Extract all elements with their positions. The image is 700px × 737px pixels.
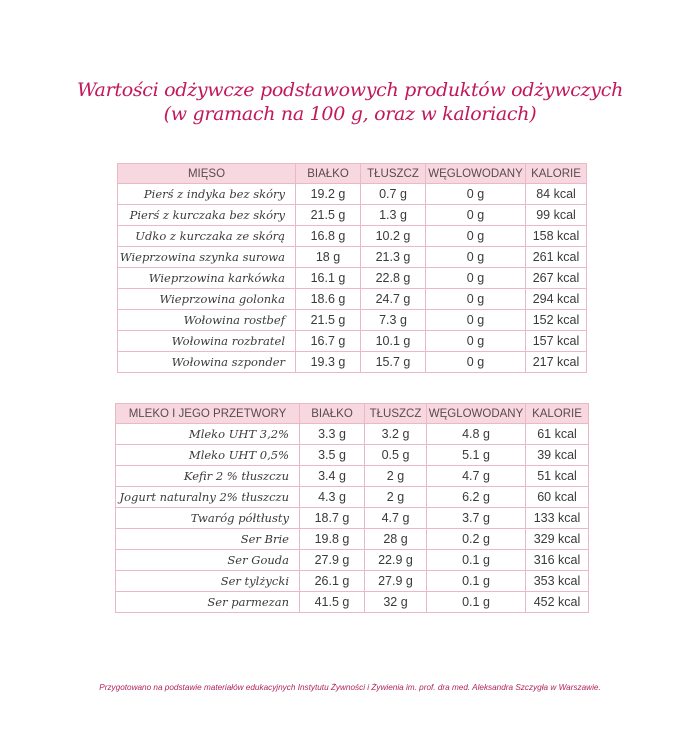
cell-fat: 22.9 g bbox=[365, 550, 427, 571]
table-row bbox=[116, 445, 589, 466]
cell-carbohydrates: 6.2 g bbox=[427, 487, 526, 508]
cell-product-name: Wieprzowina karkówka bbox=[118, 268, 296, 289]
cell-calories: 99 kcal bbox=[526, 205, 587, 226]
cell-product-name: Jogurt naturalny 2% tłuszczu bbox=[116, 487, 300, 508]
cell-fat: 2 g bbox=[365, 487, 427, 508]
cell-product-name: Wołowina rozbratel bbox=[118, 331, 296, 352]
cell-carbohydrates: 0 g bbox=[426, 247, 526, 268]
column-header-protein: BIAŁKO bbox=[296, 164, 361, 184]
table-row bbox=[116, 592, 589, 613]
cell-calories: 353 kcal bbox=[526, 571, 589, 592]
cell-product-name: Kefir 2 % tłuszczu bbox=[116, 466, 300, 487]
cell-product-name: Mleko UHT 0,5% bbox=[116, 445, 300, 466]
cell-protein: 16.7 g bbox=[296, 331, 361, 352]
cell-calories: 39 kcal bbox=[526, 445, 589, 466]
cell-carbohydrates: 0.2 g bbox=[427, 529, 526, 550]
cell-product-name: Ser tylżycki bbox=[116, 571, 300, 592]
cell-calories: 452 kcal bbox=[526, 592, 589, 613]
table-row bbox=[116, 529, 589, 550]
cell-protein: 19.2 g bbox=[296, 184, 361, 205]
cell-product-name: Wołowina rostbef bbox=[118, 310, 296, 331]
cell-calories: 157 kcal bbox=[526, 331, 587, 352]
cell-calories: 84 kcal bbox=[526, 184, 587, 205]
table-row bbox=[118, 247, 587, 268]
cell-protein: 18.7 g bbox=[300, 508, 365, 529]
cell-fat: 15.7 g bbox=[361, 352, 426, 373]
cell-calories: 316 kcal bbox=[526, 550, 589, 571]
cell-calories: 152 kcal bbox=[526, 310, 587, 331]
table-row bbox=[118, 205, 587, 226]
cell-carbohydrates: 0 g bbox=[426, 310, 526, 331]
cell-fat: 3.2 g bbox=[365, 424, 427, 445]
cell-fat: 7.3 g bbox=[361, 310, 426, 331]
table-row bbox=[118, 331, 587, 352]
cell-protein: 21.5 g bbox=[296, 310, 361, 331]
cell-protein: 26.1 g bbox=[300, 571, 365, 592]
cell-carbohydrates: 0 g bbox=[426, 331, 526, 352]
table-row bbox=[118, 310, 587, 331]
cell-fat: 24.7 g bbox=[361, 289, 426, 310]
cell-fat: 21.3 g bbox=[361, 247, 426, 268]
cell-fat: 32 g bbox=[365, 592, 427, 613]
cell-calories: 294 kcal bbox=[526, 289, 587, 310]
table-header-row bbox=[116, 404, 589, 424]
cell-calories: 329 kcal bbox=[526, 529, 589, 550]
cell-carbohydrates: 4.8 g bbox=[427, 424, 526, 445]
cell-product-name: Wieprzowina golonka bbox=[118, 289, 296, 310]
column-header-calories: KALORIE bbox=[526, 164, 587, 184]
cell-protein: 16.1 g bbox=[296, 268, 361, 289]
cell-carbohydrates: 0 g bbox=[426, 184, 526, 205]
column-header-fat: TŁUSZCZ bbox=[365, 404, 427, 424]
cell-product-name: Wołowina szponder bbox=[118, 352, 296, 373]
table-row bbox=[118, 184, 587, 205]
table-row bbox=[116, 487, 589, 508]
table-row bbox=[118, 289, 587, 310]
cell-calories: 60 kcal bbox=[526, 487, 589, 508]
cell-calories: 217 kcal bbox=[526, 352, 587, 373]
cell-fat: 1.3 g bbox=[361, 205, 426, 226]
column-header-protein: BIAŁKO bbox=[300, 404, 365, 424]
column-header-carbohydrates: WĘGLOWODANY bbox=[426, 164, 526, 184]
cell-carbohydrates: 5.1 g bbox=[427, 445, 526, 466]
cell-fat: 22.8 g bbox=[361, 268, 426, 289]
column-header-carbohydrates: WĘGLOWODANY bbox=[427, 404, 526, 424]
cell-product-name: Ser parmezan bbox=[116, 592, 300, 613]
cell-carbohydrates: 4.7 g bbox=[427, 466, 526, 487]
cell-carbohydrates: 0 g bbox=[426, 352, 526, 373]
column-header-fat: TŁUSZCZ bbox=[361, 164, 426, 184]
cell-calories: 61 kcal bbox=[526, 424, 589, 445]
cell-calories: 51 kcal bbox=[526, 466, 589, 487]
cell-fat: 0.7 g bbox=[361, 184, 426, 205]
cell-calories: 267 kcal bbox=[526, 268, 587, 289]
dairy-nutrition-table bbox=[115, 403, 589, 613]
cell-protein: 41.5 g bbox=[300, 592, 365, 613]
title-line-2: (w gramach na 100 g, oraz w kaloriach) bbox=[163, 103, 537, 125]
cell-protein: 21.5 g bbox=[296, 205, 361, 226]
cell-fat: 2 g bbox=[365, 466, 427, 487]
table-row bbox=[116, 571, 589, 592]
cell-carbohydrates: 0 g bbox=[426, 268, 526, 289]
cell-product-name: Ser Brie bbox=[116, 529, 300, 550]
table-row bbox=[116, 550, 589, 571]
cell-fat: 4.7 g bbox=[365, 508, 427, 529]
cell-carbohydrates: 0.1 g bbox=[427, 550, 526, 571]
cell-protein: 3.4 g bbox=[300, 466, 365, 487]
table-row bbox=[118, 226, 587, 247]
source-footnote: Przygotowano na podstawie materiałów edukacyjnych Instytutu Żywności i Żywienia im. prof. dra med. Aleksandra Szczygła w Warszawie. bbox=[99, 683, 601, 692]
cell-calories: 133 kcal bbox=[526, 508, 589, 529]
cell-product-name: Mleko UHT 3,2% bbox=[116, 424, 300, 445]
cell-carbohydrates: 0 g bbox=[426, 289, 526, 310]
column-header-product-name: MLEKO I JEGO PRZETWORY bbox=[116, 404, 300, 424]
cell-product-name: Pierś z indyka bez skóry bbox=[118, 184, 296, 205]
cell-product-name: Udko z kurczaka ze skórą bbox=[118, 226, 296, 247]
cell-carbohydrates: 0 g bbox=[426, 226, 526, 247]
cell-product-name: Ser Gouda bbox=[116, 550, 300, 571]
cell-protein: 3.3 g bbox=[300, 424, 365, 445]
meat-nutrition-table bbox=[117, 163, 587, 373]
cell-product-name: Pierś z kurczaka bez skóry bbox=[118, 205, 296, 226]
cell-protein: 18.6 g bbox=[296, 289, 361, 310]
table-row bbox=[118, 352, 587, 373]
cell-protein: 18 g bbox=[296, 247, 361, 268]
cell-protein: 4.3 g bbox=[300, 487, 365, 508]
cell-protein: 27.9 g bbox=[300, 550, 365, 571]
cell-carbohydrates: 0.1 g bbox=[427, 592, 526, 613]
table-row bbox=[118, 268, 587, 289]
cell-carbohydrates: 0 g bbox=[426, 205, 526, 226]
table-header-row bbox=[118, 164, 587, 184]
cell-fat: 27.9 g bbox=[365, 571, 427, 592]
column-header-calories: KALORIE bbox=[526, 404, 589, 424]
page-title bbox=[0, 78, 700, 126]
cell-carbohydrates: 3.7 g bbox=[427, 508, 526, 529]
column-header-product-name: MIĘSO bbox=[118, 164, 296, 184]
cell-protein: 19.3 g bbox=[296, 352, 361, 373]
cell-fat: 0.5 g bbox=[365, 445, 427, 466]
cell-protein: 16.8 g bbox=[296, 226, 361, 247]
cell-protein: 19.8 g bbox=[300, 529, 365, 550]
cell-calories: 158 kcal bbox=[526, 226, 587, 247]
cell-product-name: Wieprzowina szynka surowa bbox=[118, 247, 296, 268]
table-row bbox=[116, 508, 589, 529]
table-row bbox=[116, 466, 589, 487]
cell-fat: 28 g bbox=[365, 529, 427, 550]
cell-carbohydrates: 0.1 g bbox=[427, 571, 526, 592]
cell-product-name: Twaróg półtłusty bbox=[116, 508, 300, 529]
cell-fat: 10.1 g bbox=[361, 331, 426, 352]
cell-protein: 3.5 g bbox=[300, 445, 365, 466]
title-line-1: Wartości odżywcze podstawowych produktów odżywczych bbox=[76, 79, 624, 101]
cell-fat: 10.2 g bbox=[361, 226, 426, 247]
cell-calories: 261 kcal bbox=[526, 247, 587, 268]
table-row bbox=[116, 424, 589, 445]
